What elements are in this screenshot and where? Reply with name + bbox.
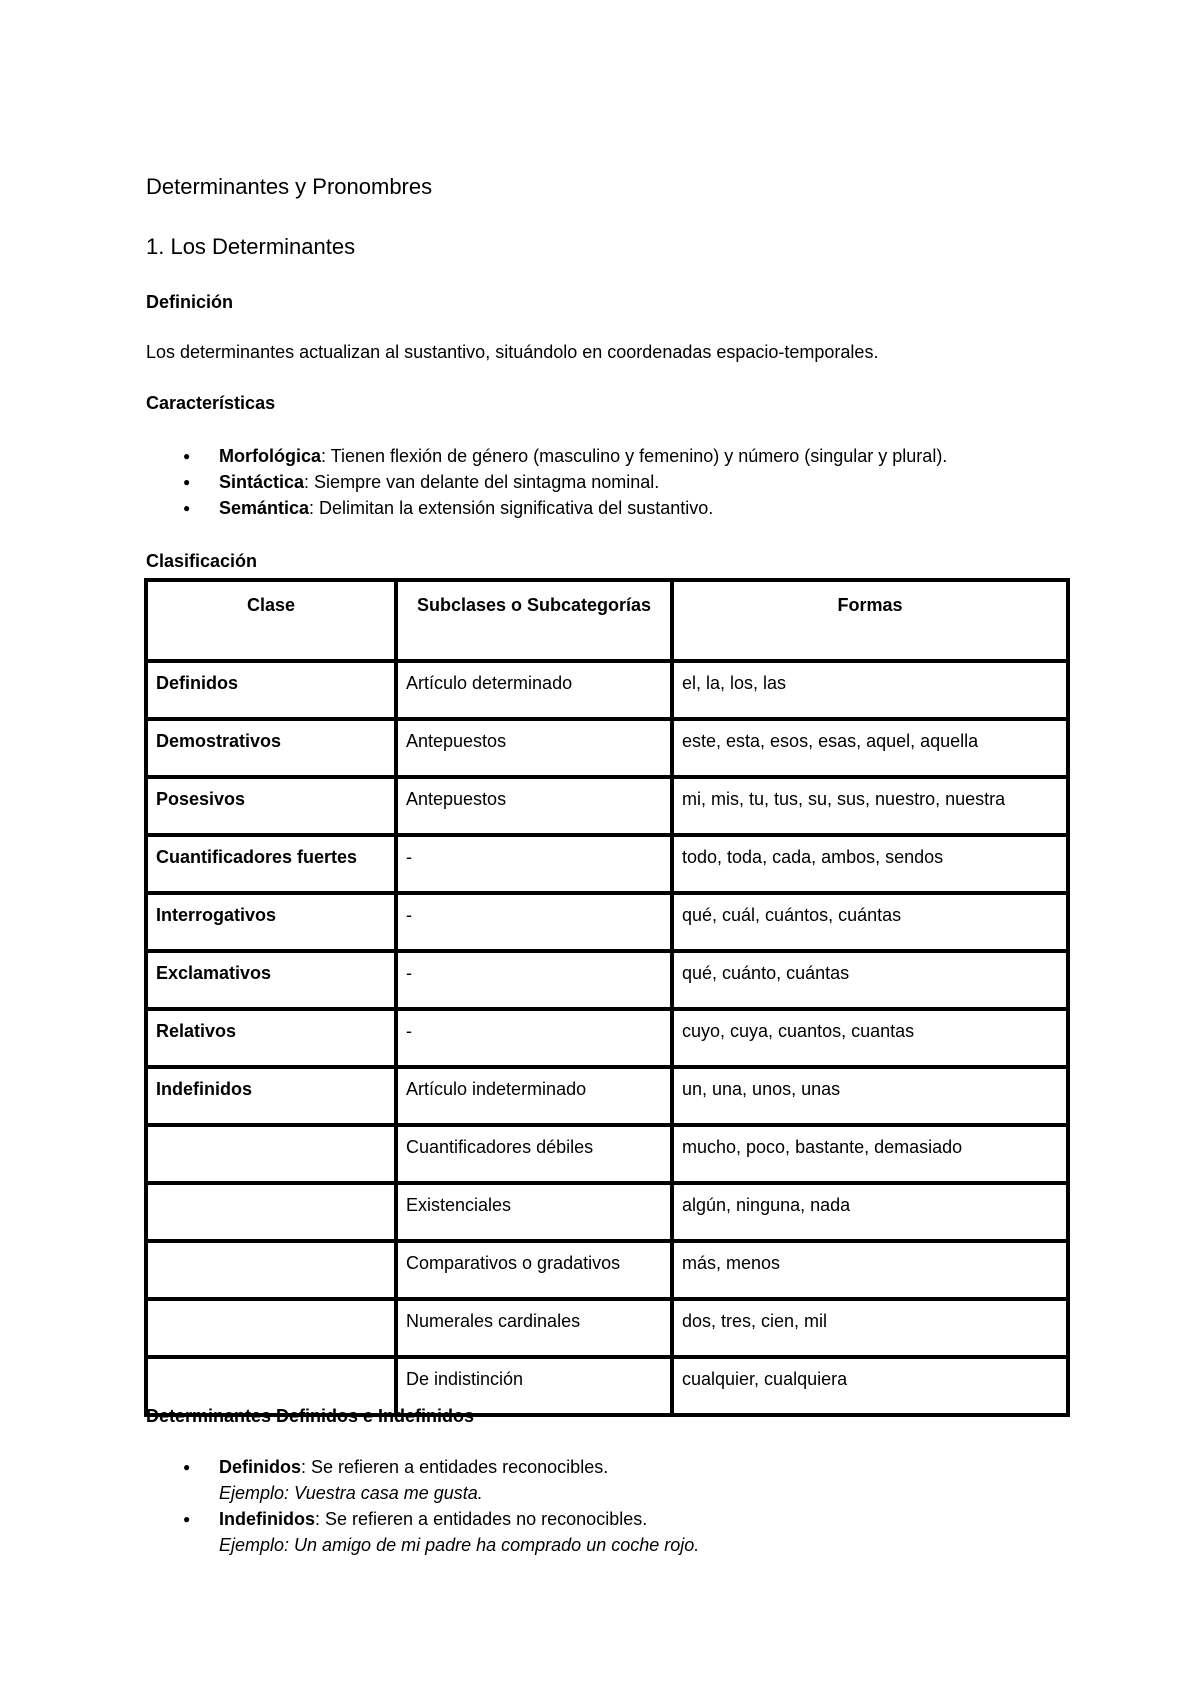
item-term: Semántica bbox=[219, 498, 310, 518]
cell-formas: qué, cuál, cuántos, cuántas bbox=[672, 893, 1068, 951]
table-row bbox=[146, 777, 1068, 835]
cell-formas: más, menos bbox=[672, 1241, 1068, 1299]
classification-table bbox=[144, 578, 1070, 1417]
cell-formas: el, la, los, las bbox=[672, 661, 1068, 719]
item-text: : Siempre van delante del sintagma nominal. bbox=[304, 472, 660, 492]
table-row bbox=[146, 1067, 1068, 1125]
cell-subclase: Comparativos o gradativos bbox=[396, 1241, 672, 1299]
cell-subclase: Numerales cardinales bbox=[396, 1299, 672, 1357]
cell-clase: Demostrativos bbox=[146, 719, 396, 777]
header-formas: Formas bbox=[672, 580, 1068, 661]
table-body bbox=[146, 661, 1068, 1415]
cell-clase bbox=[146, 1125, 396, 1183]
item-term: Definidos bbox=[219, 1457, 302, 1477]
classification-heading: Clasificación bbox=[146, 551, 258, 571]
cell-clase: Posesivos bbox=[146, 777, 396, 835]
definidos-indefinidos-list bbox=[146, 1454, 699, 1558]
cell-formas: este, esta, esos, esas, aquel, aquella bbox=[672, 719, 1068, 777]
list-item bbox=[146, 443, 947, 469]
cell-clase: Exclamativos bbox=[146, 951, 396, 1009]
cell-clase: Interrogativos bbox=[146, 893, 396, 951]
example-label: Ejemplo bbox=[219, 1535, 285, 1555]
cell-subclase: - bbox=[396, 1009, 672, 1067]
table-row bbox=[146, 893, 1068, 951]
table-row bbox=[146, 835, 1068, 893]
example-sentence: : Vuestra casa me gusta. bbox=[284, 1483, 483, 1503]
table-row bbox=[146, 1299, 1068, 1357]
cell-clase bbox=[146, 1183, 396, 1241]
cell-formas: mi, mis, tu, tus, su, sus, nuestro, nuestra bbox=[672, 777, 1068, 835]
cell-subclase: Antepuestos bbox=[396, 777, 672, 835]
list-item bbox=[146, 1506, 699, 1558]
item-text: : Se refieren a entidades reconocibles. bbox=[301, 1457, 609, 1477]
header-clase: Clase bbox=[146, 580, 396, 661]
section-heading: 1. Los Determinantes bbox=[146, 234, 356, 259]
definidos-indefinidos-heading: Determinantes Definidos e Indefinidos bbox=[146, 1406, 475, 1426]
table-row bbox=[146, 661, 1068, 719]
item-term: Indefinidos bbox=[219, 1509, 315, 1529]
characteristics-heading: Características bbox=[146, 393, 276, 413]
item-term: Sintáctica bbox=[219, 472, 305, 492]
list-item bbox=[146, 495, 947, 521]
table-row bbox=[146, 1183, 1068, 1241]
list-item bbox=[146, 1454, 699, 1506]
item-text: : Tienen flexión de género (masculino y femenino) y número (singular y plural). bbox=[321, 446, 948, 466]
cell-formas: cuyo, cuya, cuantos, cuantas bbox=[672, 1009, 1068, 1067]
cell-subclase: Artículo indeterminado bbox=[396, 1067, 672, 1125]
list-item bbox=[146, 469, 947, 495]
cell-subclase: Antepuestos bbox=[396, 719, 672, 777]
table-row bbox=[146, 1125, 1068, 1183]
table-row bbox=[146, 719, 1068, 777]
cell-formas: cualquier, cualquiera bbox=[672, 1357, 1068, 1415]
table-row bbox=[146, 951, 1068, 1009]
table-row bbox=[146, 1241, 1068, 1299]
item-text: : Se refieren a entidades no reconocibles. bbox=[315, 1509, 648, 1529]
cell-subclase: Cuantificadores débiles bbox=[396, 1125, 672, 1183]
cell-clase: Definidos bbox=[146, 661, 396, 719]
cell-formas: todo, toda, cada, ambos, sendos bbox=[672, 835, 1068, 893]
cell-subclase: - bbox=[396, 893, 672, 951]
characteristics-list bbox=[146, 443, 947, 521]
header-subclases: Subclases o Subcategorías bbox=[396, 580, 672, 661]
document-title: Determinantes y Pronombres bbox=[146, 174, 433, 199]
item-term: Morfológica bbox=[219, 446, 321, 466]
cell-subclase: - bbox=[396, 951, 672, 1009]
cell-subclase: Artículo determinado bbox=[396, 661, 672, 719]
table-header-row bbox=[146, 580, 1068, 661]
cell-formas: qué, cuánto, cuántas bbox=[672, 951, 1068, 1009]
cell-clase: Indefinidos bbox=[146, 1067, 396, 1125]
example-label: Ejemplo bbox=[219, 1483, 285, 1503]
example-text bbox=[219, 1480, 699, 1506]
cell-subclase: - bbox=[396, 835, 672, 893]
cell-subclase: Existenciales bbox=[396, 1183, 672, 1241]
cell-clase: Relativos bbox=[146, 1009, 396, 1067]
cell-formas: mucho, poco, bastante, demasiado bbox=[672, 1125, 1068, 1183]
example-text bbox=[219, 1532, 699, 1558]
cell-formas: un, una, unos, unas bbox=[672, 1067, 1068, 1125]
definition-text: Los determinantes actualizan al sustantivo, situándolo en coordenadas espacio-temporales. bbox=[146, 342, 879, 362]
cell-formas: algún, ninguna, nada bbox=[672, 1183, 1068, 1241]
cell-clase bbox=[146, 1241, 396, 1299]
cell-formas: dos, tres, cien, mil bbox=[672, 1299, 1068, 1357]
cell-subclase: De indistinción bbox=[396, 1357, 672, 1415]
item-text: : Delimitan la extensión significativa del sustantivo. bbox=[309, 498, 714, 518]
cell-clase: Cuantificadores fuertes bbox=[146, 835, 396, 893]
table-row bbox=[146, 1009, 1068, 1067]
cell-clase bbox=[146, 1299, 396, 1357]
definition-heading: Definición bbox=[146, 292, 234, 312]
example-sentence: : Un amigo de mi padre ha comprado un coche rojo. bbox=[284, 1535, 700, 1555]
